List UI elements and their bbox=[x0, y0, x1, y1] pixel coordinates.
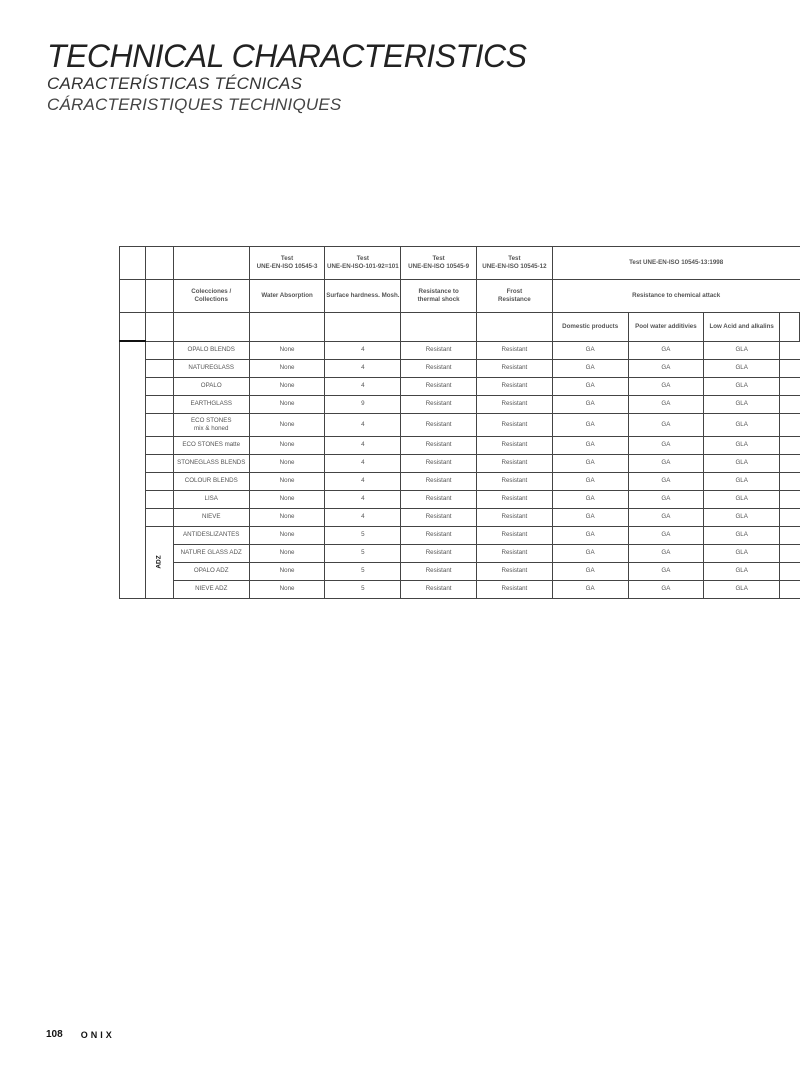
empty-cell bbox=[145, 490, 173, 508]
cell-surface-hardness: 4 bbox=[325, 341, 401, 359]
empty-cell bbox=[145, 454, 173, 472]
technical-characteristics-table bbox=[119, 246, 800, 599]
header-thermal-shock: Resistance to thermal shock bbox=[401, 280, 477, 313]
empty-cell bbox=[145, 247, 173, 280]
empty-cell bbox=[249, 313, 325, 342]
cell-frost-resistance: Resistant bbox=[477, 377, 553, 395]
header-thermal-test: Test UNE-EN-ISO 10545-9 bbox=[401, 247, 477, 280]
cell-water-absorption: None bbox=[249, 413, 325, 436]
group-label-cell bbox=[145, 526, 173, 598]
header-chemical-resistance: Resistance to chemical attack bbox=[552, 280, 799, 313]
table-row bbox=[120, 490, 800, 508]
table-row bbox=[120, 359, 800, 377]
cell-thermal-shock: Resistant bbox=[401, 359, 477, 377]
table-row bbox=[120, 454, 800, 472]
header-water-absorption: Water Absorption bbox=[249, 280, 325, 313]
page-titles bbox=[47, 38, 526, 116]
cell-pool-additives: GA bbox=[628, 341, 704, 359]
cell-thermal-shock: Resistant bbox=[401, 580, 477, 598]
cell-frost-resistance: Resistant bbox=[477, 544, 553, 562]
cell-water-absorption: None bbox=[249, 562, 325, 580]
table-row bbox=[120, 413, 800, 436]
cell-acid-alkalins: GLA bbox=[704, 395, 780, 413]
cell-thermal-shock: Resistant bbox=[401, 562, 477, 580]
cell-frost-resistance: Resistant bbox=[477, 490, 553, 508]
cell-surface-hardness: 4 bbox=[325, 490, 401, 508]
header-collections: Colecciones / Collections bbox=[173, 280, 249, 313]
collection-name: OPALO BLENDS bbox=[173, 341, 249, 359]
table-row bbox=[120, 341, 800, 359]
empty-cell bbox=[780, 377, 800, 395]
empty-cell bbox=[780, 436, 800, 454]
cell-domestic-products: GA bbox=[552, 490, 628, 508]
empty-cell bbox=[477, 313, 553, 342]
cell-domestic-products: GA bbox=[552, 544, 628, 562]
cell-surface-hardness: 5 bbox=[325, 580, 401, 598]
cell-frost-resistance: Resistant bbox=[477, 341, 553, 359]
table-row bbox=[120, 395, 800, 413]
cell-acid-alkalins: GLA bbox=[704, 526, 780, 544]
cell-acid-alkalins: GLA bbox=[704, 436, 780, 454]
cell-domestic-products: GA bbox=[552, 454, 628, 472]
empty-cell bbox=[780, 313, 800, 342]
cell-water-absorption: None bbox=[249, 436, 325, 454]
empty-cell bbox=[780, 562, 800, 580]
page-number: 108 bbox=[46, 1029, 63, 1040]
cell-acid-alkalins: GLA bbox=[704, 472, 780, 490]
cell-pool-additives: GA bbox=[628, 526, 704, 544]
cell-frost-resistance: Resistant bbox=[477, 562, 553, 580]
empty-cell bbox=[120, 313, 146, 342]
cell-water-absorption: None bbox=[249, 490, 325, 508]
collection-name: COLOUR BLENDS bbox=[173, 472, 249, 490]
collection-name: STONEGLASS BLENDS bbox=[173, 454, 249, 472]
collection-name: LISA bbox=[173, 490, 249, 508]
empty-cell bbox=[780, 454, 800, 472]
cell-domestic-products: GA bbox=[552, 395, 628, 413]
cell-pool-additives: GA bbox=[628, 490, 704, 508]
cell-surface-hardness: 4 bbox=[325, 508, 401, 526]
cell-water-absorption: None bbox=[249, 377, 325, 395]
empty-cell bbox=[780, 472, 800, 490]
cell-thermal-shock: Resistant bbox=[401, 436, 477, 454]
cell-thermal-shock: Resistant bbox=[401, 454, 477, 472]
cell-water-absorption: None bbox=[249, 508, 325, 526]
empty-cell bbox=[173, 313, 249, 342]
empty-cell bbox=[780, 580, 800, 598]
collection-name: OPALO ADZ bbox=[173, 562, 249, 580]
cell-frost-resistance: Resistant bbox=[477, 454, 553, 472]
cell-domestic-products: GA bbox=[552, 508, 628, 526]
header-hardness-test: Test UNE-EN-ISO-101-92=101 bbox=[325, 247, 401, 280]
collection-name: NIEVE ADZ bbox=[173, 580, 249, 598]
cell-surface-hardness: 4 bbox=[325, 436, 401, 454]
cell-thermal-shock: Resistant bbox=[401, 341, 477, 359]
cell-surface-hardness: 5 bbox=[325, 526, 401, 544]
cell-acid-alkalins: GLA bbox=[704, 562, 780, 580]
cell-thermal-shock: Resistant bbox=[401, 413, 477, 436]
cell-water-absorption: None bbox=[249, 544, 325, 562]
header-surface-hardness: Surface hardness. Mosh. bbox=[325, 280, 401, 313]
header-row-names bbox=[120, 280, 800, 313]
cell-pool-additives: GA bbox=[628, 562, 704, 580]
empty-cell bbox=[120, 247, 146, 280]
cell-domestic-products: GA bbox=[552, 562, 628, 580]
header-domestic-products: Domestic products bbox=[552, 313, 628, 342]
cell-surface-hardness: 4 bbox=[325, 472, 401, 490]
empty-cell bbox=[325, 313, 401, 342]
table-row bbox=[120, 526, 800, 544]
collection-name: EARTHGLASS bbox=[173, 395, 249, 413]
cell-domestic-products: GA bbox=[552, 359, 628, 377]
row-group-cell bbox=[120, 341, 146, 598]
cell-pool-additives: GA bbox=[628, 472, 704, 490]
cell-surface-hardness: 4 bbox=[325, 454, 401, 472]
table-row bbox=[120, 508, 800, 526]
cell-pool-additives: GA bbox=[628, 580, 704, 598]
cell-acid-alkalins: GLA bbox=[704, 341, 780, 359]
cell-pool-additives: GA bbox=[628, 395, 704, 413]
cell-domestic-products: GA bbox=[552, 413, 628, 436]
table-row bbox=[120, 544, 800, 562]
cell-thermal-shock: Resistant bbox=[401, 490, 477, 508]
cell-surface-hardness: 5 bbox=[325, 562, 401, 580]
title-french: CÁRACTERISTIQUES TECHNIQUES bbox=[47, 95, 342, 114]
cell-water-absorption: None bbox=[249, 359, 325, 377]
cell-frost-resistance: Resistant bbox=[477, 526, 553, 544]
empty-cell bbox=[780, 544, 800, 562]
cell-domestic-products: GA bbox=[552, 377, 628, 395]
table-row bbox=[120, 436, 800, 454]
empty-cell bbox=[780, 508, 800, 526]
empty-cell bbox=[145, 472, 173, 490]
collection-name: NATUREGLASS bbox=[173, 359, 249, 377]
empty-cell bbox=[780, 490, 800, 508]
cell-pool-additives: GA bbox=[628, 413, 704, 436]
empty-cell bbox=[120, 280, 146, 313]
header-row-tests bbox=[120, 247, 800, 280]
header-frost-test: Test UNE-EN-ISO 10545-12 bbox=[477, 247, 553, 280]
cell-domestic-products: GA bbox=[552, 472, 628, 490]
brand-logo: ONIX bbox=[80, 1029, 115, 1040]
cell-thermal-shock: Resistant bbox=[401, 395, 477, 413]
table-row bbox=[120, 472, 800, 490]
cell-acid-alkalins: GLA bbox=[704, 377, 780, 395]
empty-cell bbox=[780, 359, 800, 377]
table-row bbox=[120, 377, 800, 395]
empty-cell bbox=[145, 413, 173, 436]
cell-frost-resistance: Resistant bbox=[477, 508, 553, 526]
cell-frost-resistance: Resistant bbox=[477, 359, 553, 377]
header-water-test: Test UNE-EN-ISO 10545-3 bbox=[249, 247, 325, 280]
empty-cell bbox=[145, 280, 173, 313]
cell-domestic-products: GA bbox=[552, 526, 628, 544]
group-label: ADZ bbox=[155, 555, 163, 569]
cell-pool-additives: GA bbox=[628, 359, 704, 377]
empty-cell bbox=[145, 359, 173, 377]
header-chemical-test: Test UNE-EN-ISO 10545-13:1998 bbox=[552, 247, 799, 280]
cell-frost-resistance: Resistant bbox=[477, 580, 553, 598]
empty-cell bbox=[145, 313, 173, 342]
cell-surface-hardness: 4 bbox=[325, 359, 401, 377]
header-frost-resistance: Frost Resistance bbox=[477, 280, 553, 313]
cell-surface-hardness: 4 bbox=[325, 377, 401, 395]
cell-pool-additives: GA bbox=[628, 508, 704, 526]
cell-pool-additives: GA bbox=[628, 436, 704, 454]
cell-thermal-shock: Resistant bbox=[401, 526, 477, 544]
empty-cell bbox=[145, 436, 173, 454]
cell-frost-resistance: Resistant bbox=[477, 395, 553, 413]
cell-water-absorption: None bbox=[249, 580, 325, 598]
empty-cell bbox=[401, 313, 477, 342]
cell-thermal-shock: Resistant bbox=[401, 472, 477, 490]
cell-frost-resistance: Resistant bbox=[477, 413, 553, 436]
cell-frost-resistance: Resistant bbox=[477, 436, 553, 454]
cell-pool-additives: GA bbox=[628, 454, 704, 472]
cell-domestic-products: GA bbox=[552, 436, 628, 454]
cell-thermal-shock: Resistant bbox=[401, 508, 477, 526]
collection-name: NIEVE bbox=[173, 508, 249, 526]
title-english: TECHNICAL CHARACTERISTICS bbox=[47, 38, 527, 74]
cell-acid-alkalins: GLA bbox=[704, 359, 780, 377]
cell-acid-alkalins: GLA bbox=[704, 490, 780, 508]
empty-cell bbox=[780, 395, 800, 413]
cell-pool-additives: GA bbox=[628, 377, 704, 395]
cell-frost-resistance: Resistant bbox=[477, 472, 553, 490]
cell-water-absorption: None bbox=[249, 472, 325, 490]
cell-domestic-products: GA bbox=[552, 341, 628, 359]
table-row bbox=[120, 562, 800, 580]
cell-surface-hardness: 4 bbox=[325, 413, 401, 436]
title-spanish: CARACTERÍSTICAS TÉCNICAS bbox=[47, 74, 303, 93]
header-row-subcategories bbox=[120, 313, 800, 342]
cell-acid-alkalins: GLA bbox=[704, 508, 780, 526]
cell-acid-alkalins: GLA bbox=[704, 544, 780, 562]
cell-thermal-shock: Resistant bbox=[401, 544, 477, 562]
cell-surface-hardness: 9 bbox=[325, 395, 401, 413]
cell-water-absorption: None bbox=[249, 526, 325, 544]
collection-name: ECO STONES mix & honed bbox=[173, 413, 249, 436]
cell-water-absorption: None bbox=[249, 454, 325, 472]
cell-pool-additives: GA bbox=[628, 544, 704, 562]
collection-name: NATURE GLASS ADZ bbox=[173, 544, 249, 562]
cell-acid-alkalins: GLA bbox=[704, 454, 780, 472]
cell-water-absorption: None bbox=[249, 395, 325, 413]
empty-cell bbox=[780, 526, 800, 544]
empty-cell bbox=[173, 247, 249, 280]
empty-cell bbox=[145, 341, 173, 359]
empty-cell bbox=[145, 508, 173, 526]
page-footer bbox=[46, 1029, 115, 1040]
empty-cell bbox=[145, 377, 173, 395]
cell-surface-hardness: 5 bbox=[325, 544, 401, 562]
collection-name: ECO STONES matte bbox=[173, 436, 249, 454]
cell-thermal-shock: Resistant bbox=[401, 377, 477, 395]
header-acid-alkalins: Low Acid and alkalins bbox=[704, 313, 780, 342]
empty-cell bbox=[145, 395, 173, 413]
cell-water-absorption: None bbox=[249, 341, 325, 359]
cell-acid-alkalins: GLA bbox=[704, 580, 780, 598]
empty-cell bbox=[780, 413, 800, 436]
collection-name: ANTIDESLIZANTES bbox=[173, 526, 249, 544]
cell-acid-alkalins: GLA bbox=[704, 413, 780, 436]
cell-domestic-products: GA bbox=[552, 580, 628, 598]
empty-cell bbox=[780, 341, 800, 359]
table-row bbox=[120, 580, 800, 598]
collection-name: OPALO bbox=[173, 377, 249, 395]
header-pool-additives: Pool water additivies bbox=[628, 313, 704, 342]
